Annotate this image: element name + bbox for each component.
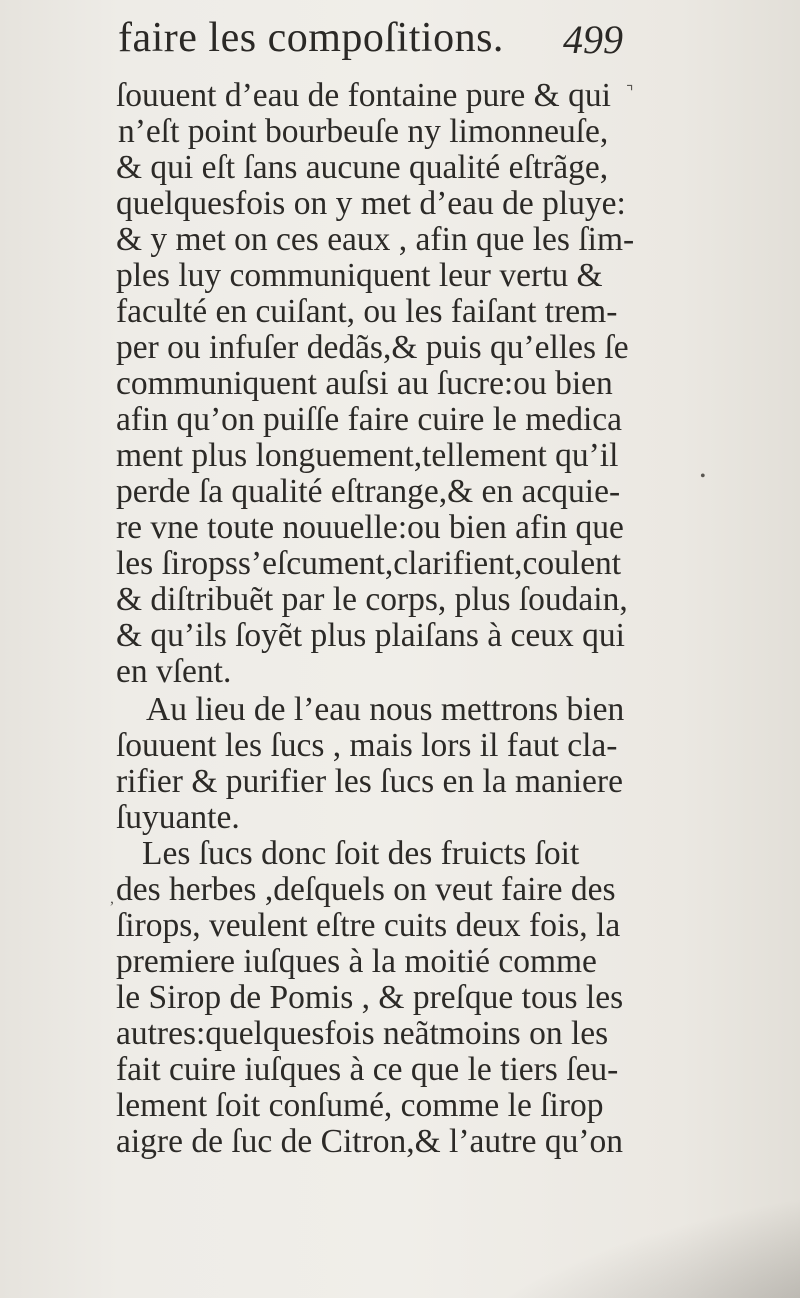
text-line: per ou infuſer dedãs,& puis qu’elles ſe — [116, 329, 629, 366]
margin-mark: , — [110, 890, 114, 907]
text-line: ſirops, veulent eſtre cuits deux fois, la — [116, 907, 621, 944]
margin-mark: ⌝ — [626, 84, 634, 101]
text-line: rifier & purifier les ſucs en la maniere — [116, 763, 623, 800]
text-line: ſouuent d’eau de fontaine pure & qui — [116, 77, 611, 114]
text-line: Au lieu de l’eau nous mettrons bien — [146, 691, 625, 728]
text-line: quelquesfois on y met d’eau de pluye: — [116, 185, 626, 222]
text-line: en vſent. — [116, 653, 232, 690]
text-line: afin qu’on puiſſe faire cuire le medica — [116, 401, 622, 438]
text-line: perde ſa qualité eſtrange,& en acquie- — [116, 473, 621, 510]
text-line: & diſtribuẽt par le corps, plus ſoudain, — [116, 581, 628, 618]
text-line: ment plus longuement,tellement qu’il — [116, 437, 619, 474]
text-line: ples luy communiquent leur vertu & — [116, 257, 603, 294]
text-line: ſouuent les ſucs , mais lors il faut cla- — [116, 727, 618, 764]
text-line: les ſiropss’eſcument,clarifient,coulent — [116, 545, 622, 582]
text-line: & y met on ces eaux , afin que les ſim- — [116, 221, 635, 258]
text-line: fait cuire iuſques à ce que le tiers ſeu- — [116, 1051, 619, 1088]
page-number: 499 — [563, 17, 623, 62]
text-line: faculté en cuiſant, ou les faiſant trem- — [116, 293, 618, 330]
text-line: & qu’ils ſoyẽt plus plaiſans à ceux qui — [116, 617, 625, 654]
text-line: ſuyuante. — [116, 799, 240, 836]
text-line: premiere iuſques à la moitié comme — [116, 943, 597, 980]
text-line: lement ſoit conſumé, comme le ſirop — [116, 1087, 604, 1124]
text-line: re vne toute nouuelle:ou bien afin que — [116, 509, 624, 546]
text-line: Les ſucs donc ſoit des fruicts ſoit — [142, 835, 580, 872]
text-line: n’eſt point bourbeuſe ny limonneuſe, — [118, 113, 609, 150]
text-line: communiquent auſsi au ſucre:ou bien — [116, 365, 613, 402]
text-line: des herbes ,deſquels on veut faire des — [116, 871, 616, 908]
text-line: aigre de ſuc de Citron,& l’autre qu’on — [116, 1123, 623, 1160]
text-line: le Sirop de Pomis , & preſque tous les — [116, 979, 624, 1016]
running-title: faire les compoſitions. — [118, 15, 504, 61]
page-edge-shadow — [434, 1189, 800, 1298]
text-line: & qui eſt ſans aucune qualité eſtrãge, — [116, 149, 609, 186]
page-header — [0, 6, 800, 66]
text-line: autres:quelquesfois neãtmoins on les — [116, 1015, 609, 1052]
margin-mark: • — [700, 468, 706, 485]
